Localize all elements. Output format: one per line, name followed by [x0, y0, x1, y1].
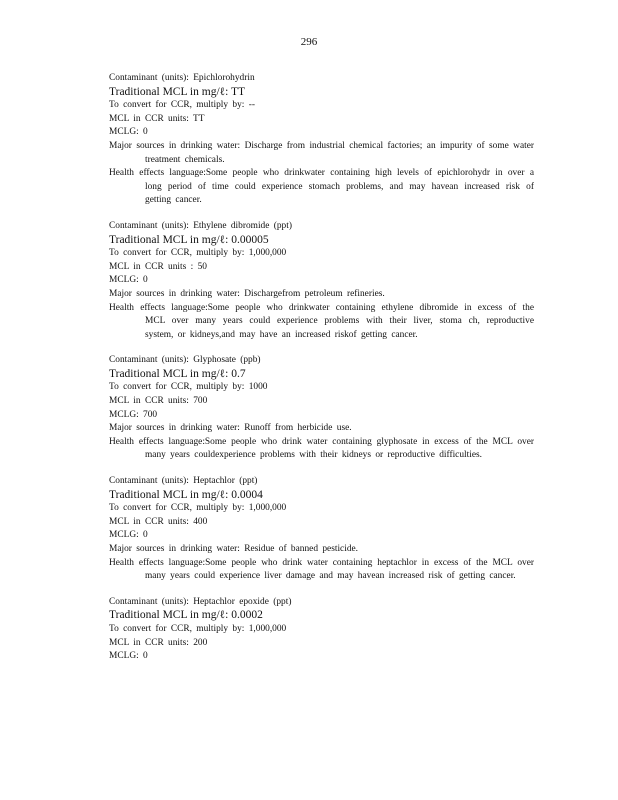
health-effects-paragraph: Health effects language:Some people who drink water containing heptachlor in excess of the MCL over many years could experience liver damage and may havean increased risk of getting cancer. — [109, 557, 534, 582]
health-effects-paragraph: Health effects language:Some people who drink water containing glyphosate in excess of the MCL over many years couldexperience problems with their kidneys or reproductive difficulties. — [109, 436, 534, 461]
traditional-mcl-heading: Traditional MCL in mg/ℓ: 0.7 — [109, 367, 246, 380]
health-effects-paragraph: Health effects language:Some people who drinkwater containing ethylene dibromide in excess of the MCL over many years could experience problems with their liver, stoma ch, reproductive system, or kidneys,and may have an increased riskof getting cancer. — [109, 302, 534, 340]
mcl-ccr-line: MCL in CCR units: TT — [109, 113, 205, 124]
contaminant-line: Contaminant (units): Ethylene dibromide (ppt) — [109, 220, 292, 231]
traditional-mcl-heading: Traditional MCL in mg/ℓ: 0.00005 — [109, 233, 269, 246]
entry-glyphosate — [109, 354, 534, 463]
traditional-mcl-heading: Traditional MCL in mg/ℓ: 0.0002 — [109, 609, 263, 622]
mcl-ccr-line: MCL in CCR units: 200 — [109, 637, 208, 648]
mcl-ccr-line: MCL in CCR units: 700 — [109, 396, 208, 407]
mclg-line: MCLG: 0 — [109, 275, 148, 286]
major-sources-paragraph: Major sources in drinking water: Discharge from industrial chemical factories; an impurity of some water treatment chemicals. — [109, 140, 534, 165]
contaminant-line: Contaminant (units): Epichlorohydrin — [109, 73, 255, 83]
entry-ethylene-dibromide — [109, 220, 534, 342]
major-sources-paragraph: Major sources in drinking water: Runoff from herbicide use. — [109, 423, 352, 434]
convert-line: To convert for CCR, multiply by: 1,000,000 — [109, 503, 287, 514]
traditional-mcl-heading: Traditional MCL in mg/ℓ: TT — [109, 85, 246, 98]
traditional-mcl-heading: Traditional MCL in mg/ℓ: 0.0004 — [109, 488, 263, 501]
entry-epichlorohydrin — [109, 72, 534, 208]
document-body — [109, 72, 534, 676]
page-number: 296 — [300, 36, 318, 48]
convert-line: To convert for CCR, multiply by: 1,000,000 — [109, 248, 287, 259]
mclg-line: MCLG: 0 — [109, 651, 148, 662]
contaminant-line: Contaminant (units): Glyphosate (ppb) — [109, 355, 261, 366]
mclg-line: MCLG: 0 — [109, 127, 148, 138]
entry-heptachlor — [109, 475, 534, 584]
mclg-line: MCLG: 700 — [109, 409, 158, 420]
contaminant-line: Contaminant (units): Heptachlor epoxide (ppt) — [109, 596, 292, 607]
mcl-ccr-line: MCL in CCR units: 400 — [109, 516, 208, 527]
health-effects-paragraph: Health effects language:Some people who drinkwater containing high levels of epichlorohydr in over a long period of time could experience stomach problems, and may havean increased risk of getting cancer. — [109, 168, 534, 206]
major-sources-paragraph: Major sources in drinking water: Residue of banned pesticide. — [109, 544, 359, 554]
mclg-line: MCLG: 0 — [109, 530, 148, 541]
entry-heptachlor-epoxide — [109, 596, 534, 664]
contaminant-line: Contaminant (units): Heptachlor (ppt) — [109, 476, 258, 487]
major-sources-paragraph: Major sources in drinking water: Dischargefrom petroleum refineries. — [109, 288, 385, 299]
convert-line: To convert for CCR, multiply by: -- — [109, 100, 255, 111]
mcl-ccr-line: MCL in CCR units : 50 — [109, 261, 207, 272]
convert-line: To convert for CCR, multiply by: 1,000,000 — [109, 623, 287, 634]
convert-line: To convert for CCR, multiply by: 1000 — [109, 382, 268, 393]
